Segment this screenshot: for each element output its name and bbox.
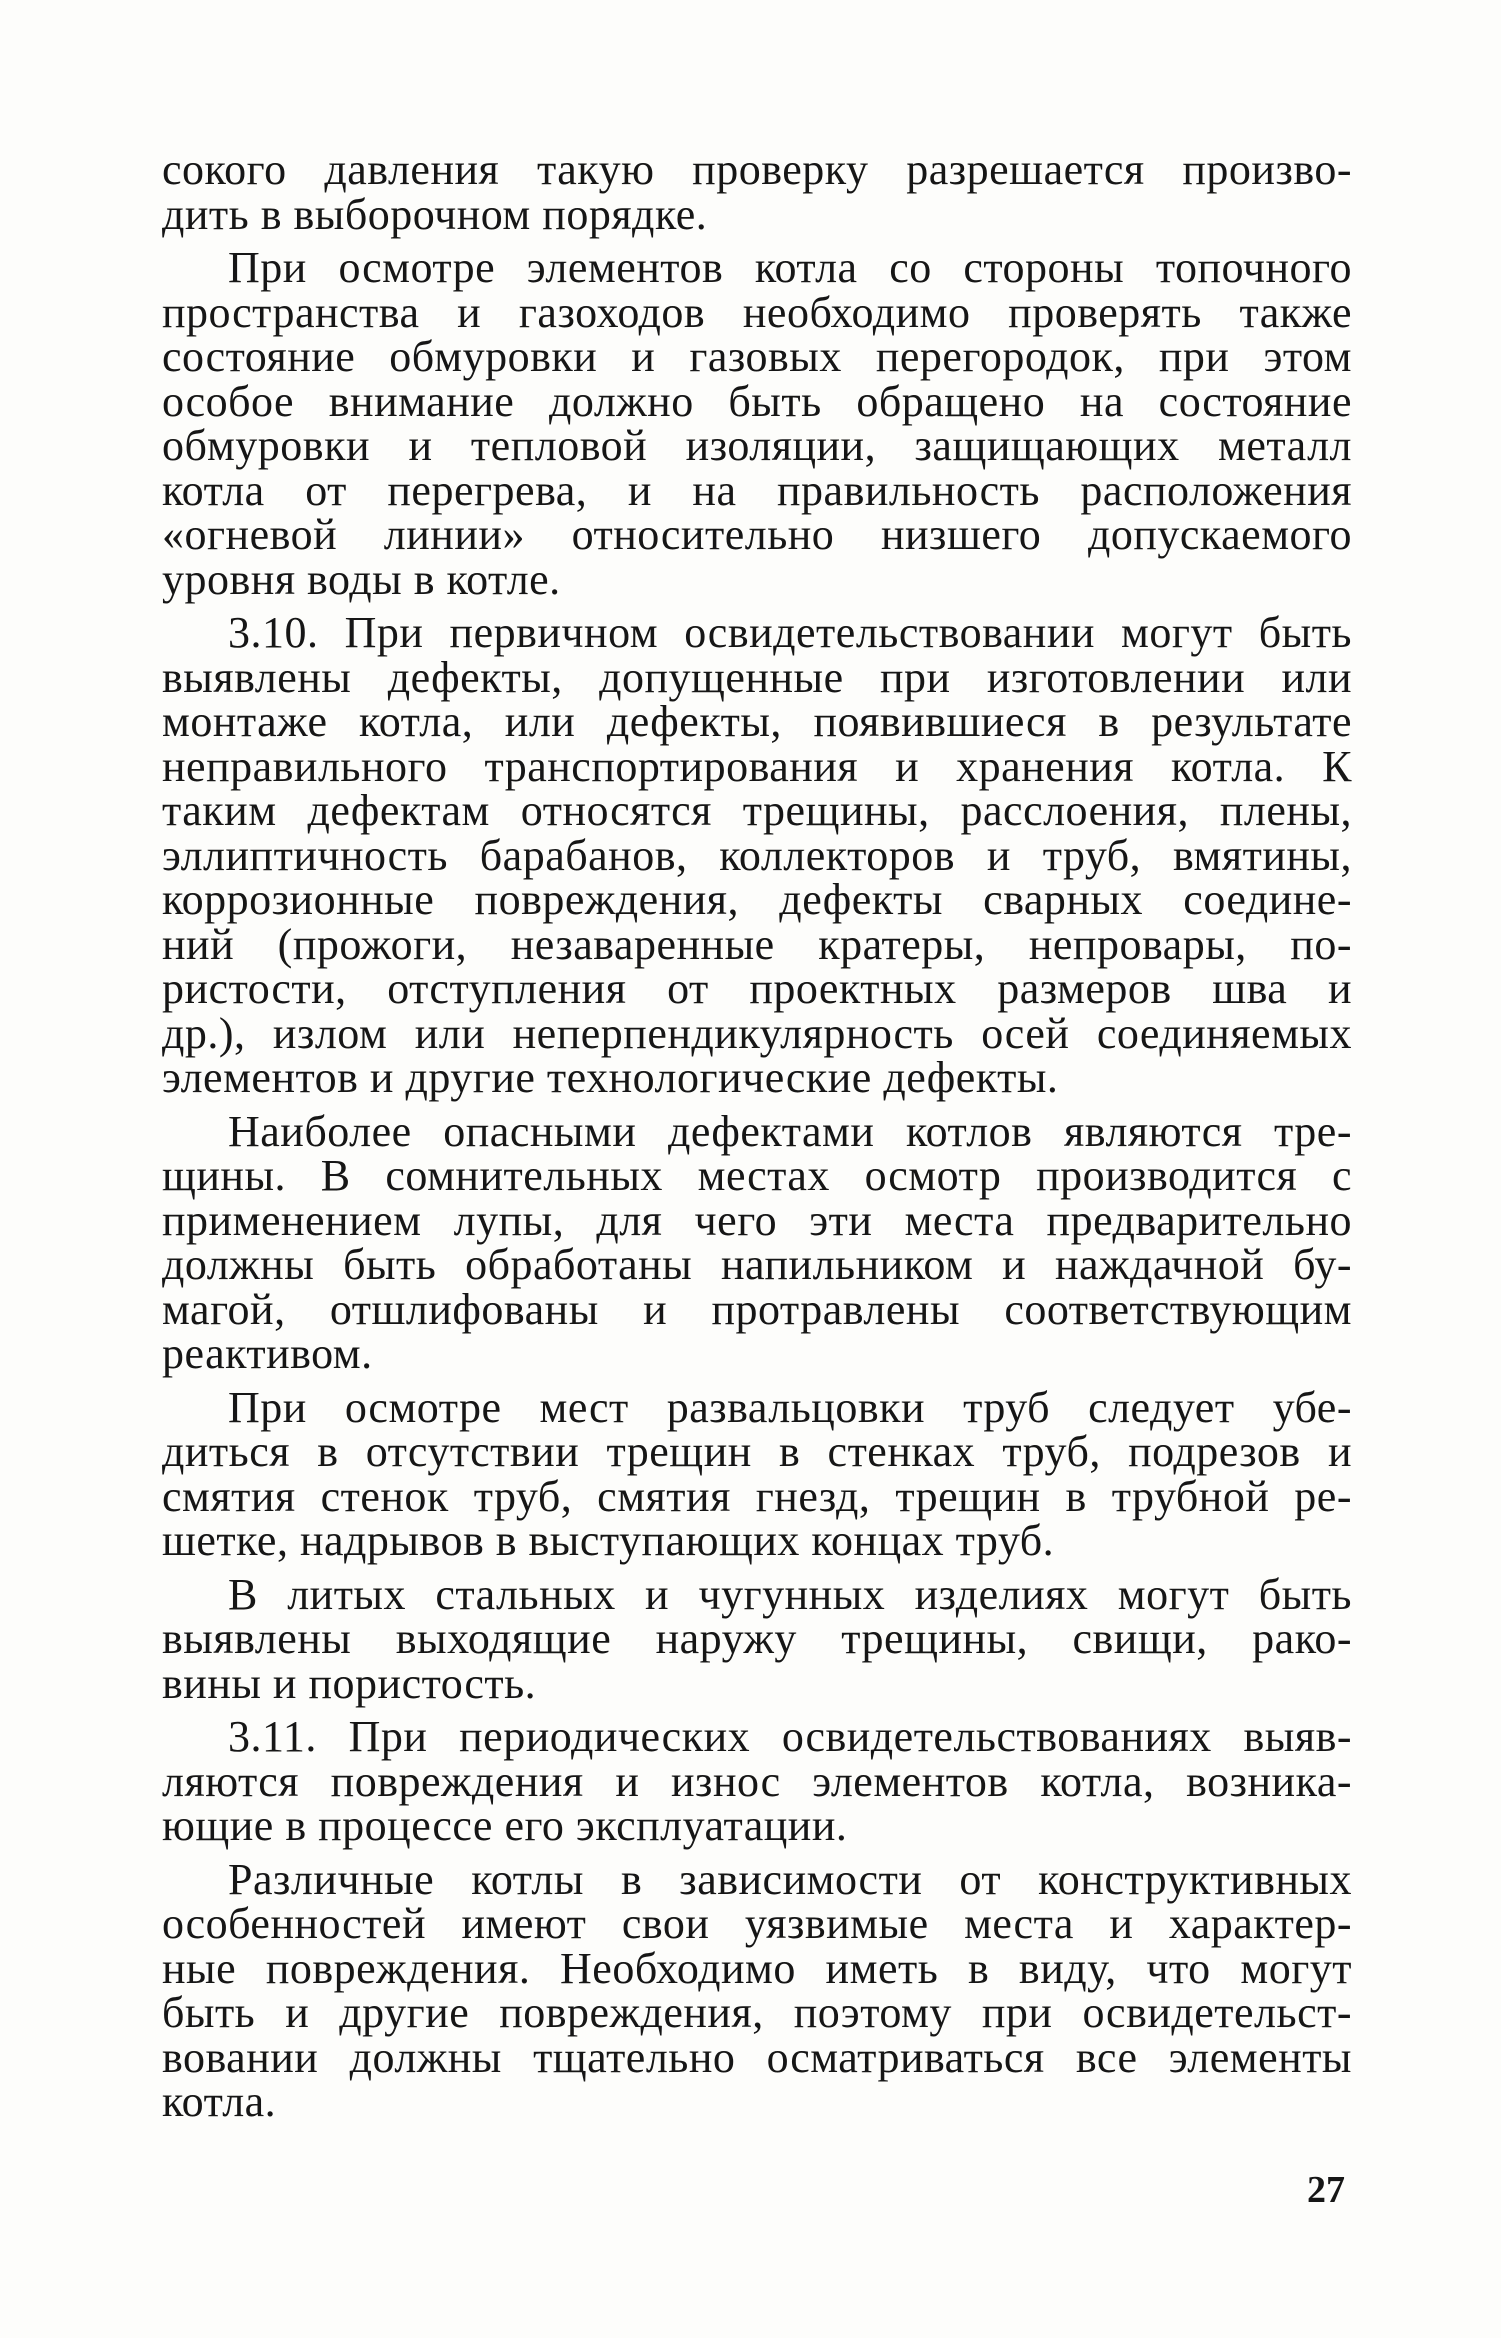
text-line: дить в выборочном порядке. — [162, 189, 708, 239]
text-line: При осмотре мест развальцовки труб следует убе- — [228, 1382, 1352, 1432]
text-line: щины. В сомнительных местах осмотр производится с — [162, 1151, 1352, 1200]
paragraph-tube-rolling — [162, 1382, 1352, 1565]
text-line: 3.10. При первичном освидетельствовании могут быть — [228, 608, 1352, 657]
text-line: неправильного транспортирования и хранения котла. К — [162, 741, 1352, 791]
paragraph-3-10 — [162, 608, 1352, 1102]
paragraph-furnace-inspection — [162, 243, 1352, 604]
text-line: вины и пористость. — [162, 1658, 537, 1708]
text-line: 3.11. При периодических освидетельствованиях выяв- — [228, 1712, 1352, 1761]
paragraph-3-11 — [162, 1712, 1352, 1850]
text-line: быть и другие повреждения, поэтому при освидетельст- — [162, 1988, 1352, 2037]
text-line: особое внимание должно быть обращено на состояние — [162, 376, 1352, 426]
text-line: выявлены дефекты, допущенные при изготовлении или — [162, 652, 1352, 702]
paragraph-various-boilers — [162, 1854, 1352, 2126]
paragraph-cracks — [162, 1106, 1352, 1378]
text-line: магой, отшлифованы и протравлены соответствующим — [162, 1284, 1352, 1334]
text-line: В литых стальных и чугунных изделиях могут быть — [228, 1569, 1352, 1619]
text-line: сокого давления такую проверку разрешается произво- — [162, 145, 1352, 194]
text-line: др.), излом или неперпендикулярность осей соединяемых — [162, 1008, 1352, 1058]
text-line: Наиболее опасными дефектами котлов являются тре- — [228, 1106, 1352, 1156]
text-line: элементов и другие технологические дефекты. — [162, 1053, 1059, 1102]
text-line: вовании должны тщательно осматриваться все элементы — [162, 2032, 1352, 2082]
text-line: «огневой линии» относительно низшего допускаемого — [162, 510, 1352, 559]
text-line: выявлены выходящие наружу трещины, свищи, рако- — [162, 1614, 1352, 1663]
text-line: монтаже котла, или дефекты, появившиеся в результате — [162, 697, 1352, 746]
text-line: особенностей имеют свои уязвимые места и характер- — [162, 1899, 1352, 1948]
text-line: уровня воды в котле. — [162, 554, 561, 604]
text-line: обмуровки и тепловой изоляции, защищающих металл — [162, 421, 1352, 470]
text-line: реактивом. — [162, 1329, 373, 1378]
text-line: применением лупы, для чего эти места предварительно — [162, 1195, 1352, 1245]
text-line: ний (прожоги, незаваренные кратеры, непровары, по- — [162, 919, 1352, 969]
text-line: котла. — [162, 2077, 277, 2126]
text-line: должны быть обработаны напильником и наждачной бу- — [162, 1240, 1352, 1289]
text-line: эллиптичность барабанов, коллекторов и труб, вмятины, — [162, 830, 1352, 880]
text-line: состояние обмуровки и газовых перегородок, при этом — [162, 332, 1352, 381]
text-line: шетке, надрывов в выступающих концах труб. — [162, 1516, 1055, 1565]
text-line: таким дефектам относятся трещины, расслоения, плены, — [162, 786, 1352, 835]
paragraph-continuation — [162, 145, 1352, 239]
text-line: смятия стенок труб, смятия гнезд, трещин в трубной ре- — [162, 1471, 1352, 1521]
text-line: ющие в процессе его эксплуатации. — [162, 1801, 848, 1850]
text-line: Различные котлы в зависимости от конструктивных — [228, 1854, 1352, 1904]
paragraph-castings — [162, 1569, 1352, 1708]
text-line: коррозионные повреждения, дефекты сварных соедине- — [162, 875, 1352, 924]
page-number: 27 — [1307, 2169, 1345, 2211]
text-line: пространства и газоходов необходимо проверять также — [162, 287, 1352, 337]
body-text — [162, 145, 1352, 2134]
text-line: ляются повреждения и износ элементов котла, возника- — [162, 1756, 1352, 1806]
text-line: диться в отсутствии трещин в стенках труб, подрезов и — [162, 1427, 1352, 1476]
text-line: При осмотре элементов котла со стороны топочного — [228, 243, 1352, 292]
text-line: ные повреждения. Необходимо иметь в виду, что могут — [162, 1943, 1352, 1993]
text-line: ристости, отступления от проектных размеров шва и — [162, 964, 1352, 1013]
text-line: котла от перегрева, и на правильность расположения — [162, 465, 1352, 515]
